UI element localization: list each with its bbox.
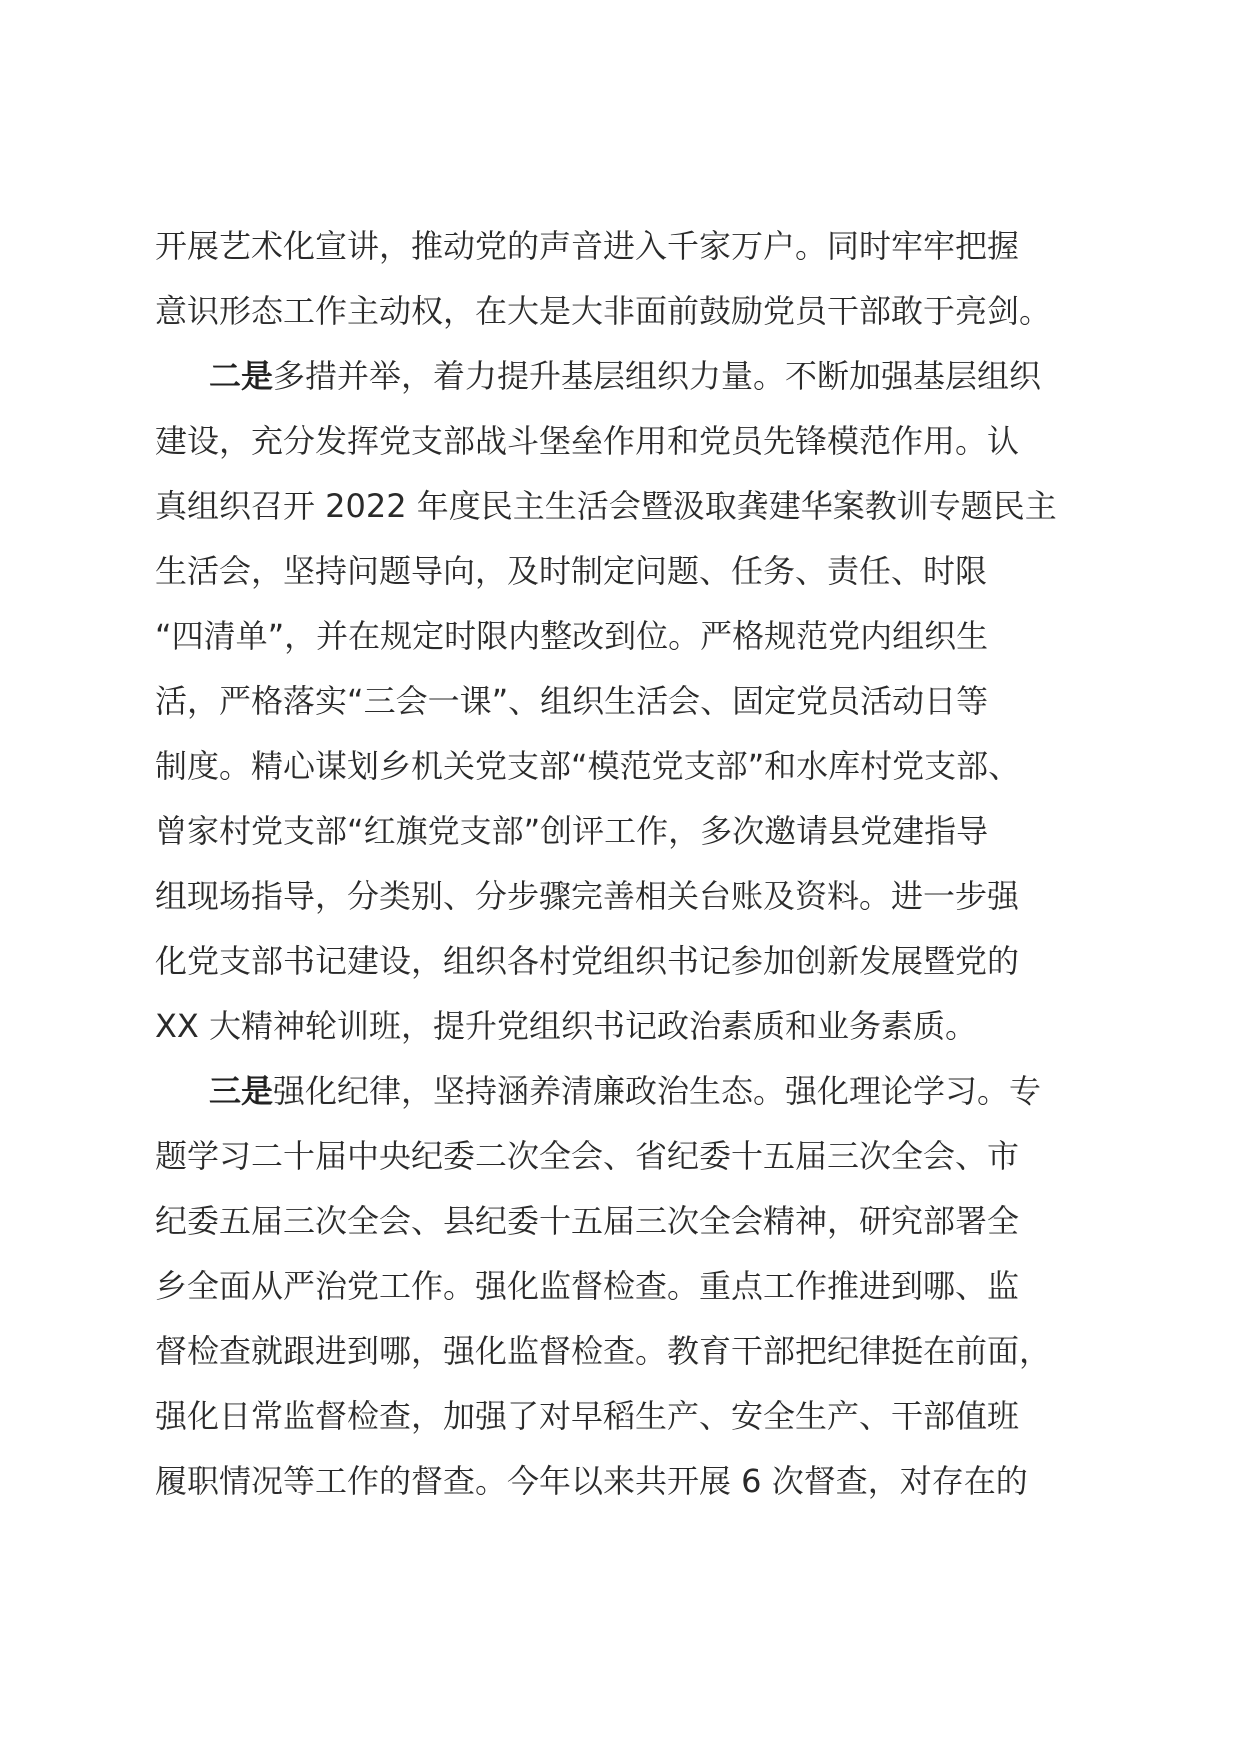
text-line: 乡全面从严治党工作。强化监督检查。重点工作推进到哪、监: [155, 1267, 1020, 1305]
text-line: 曾家村党支部“红旗党支部”创评工作，多次邀请县党建指导: [155, 812, 989, 850]
text-line: XX 大精神轮训班，提升党组织书记政治素质和业务素质。: [155, 1007, 978, 1045]
paragraph-lead: 三是: [209, 1072, 274, 1110]
text-line: 生活会，坚持问题导向，及时制定问题、任务、责任、时限: [155, 552, 988, 590]
paragraph-text: 多措并举，着力提升基层组织力量。不断加强基层组织: [273, 357, 1042, 395]
text-line: [209, 1071, 1041, 1111]
text-line: [209, 356, 1041, 396]
text-line: 真组织召开 2022 年度民主生活会暨汲取龚建华案教训专题民主: [155, 487, 1057, 525]
paragraph-lead: 二是: [209, 357, 274, 395]
text-line: 建设，充分发挥党支部战斗堡垒作用和党员先锋模范作用。认: [155, 422, 1020, 460]
text-line: 督检查就跟进到哪，强化监督检查。教育干部把纪律挺在前面，: [155, 1332, 1052, 1370]
text-line: 纪委五届三次全会、县纪委十五届三次全会精神，研究部署全: [155, 1202, 1020, 1240]
paragraph-text: 强化纪律，坚持涵养清廉政治生态。强化理论学习。专: [273, 1072, 1042, 1110]
text-line: 制度。精心谋划乡机关党支部“模范党支部”和水库村党支部、: [155, 747, 1021, 785]
text-line: 组现场指导，分类别、分步骤完善相关台账及资料。进一步强: [155, 877, 1020, 915]
text-line: 化党支部书记建设，组织各村党组织书记参加创新发展暨党的: [155, 942, 1020, 980]
text-line: 意识形态工作主动权，在大是大非面前鼓励党员干部敢于亮剑。: [155, 292, 1052, 330]
text-line: 题学习二十届中央纪委二次全会、省纪委十五届三次全会、市: [155, 1137, 1020, 1175]
text-line: 开展艺术化宣讲，推动党的声音进入千家万户。同时牢牢把握: [155, 227, 1020, 265]
text-line: 履职情况等工作的督查。今年以来共开展 6 次督查，对存在的: [155, 1462, 1028, 1500]
text-line: 活，严格落实“三会一课”、组织生活会、固定党员活动日等: [155, 682, 989, 720]
text-line: “四清单”，并在规定时限内整改到位。严格规范党内组织生: [155, 617, 989, 655]
text-line: 强化日常监督检查，加强了对早稻生产、安全生产、干部值班: [155, 1397, 1020, 1435]
